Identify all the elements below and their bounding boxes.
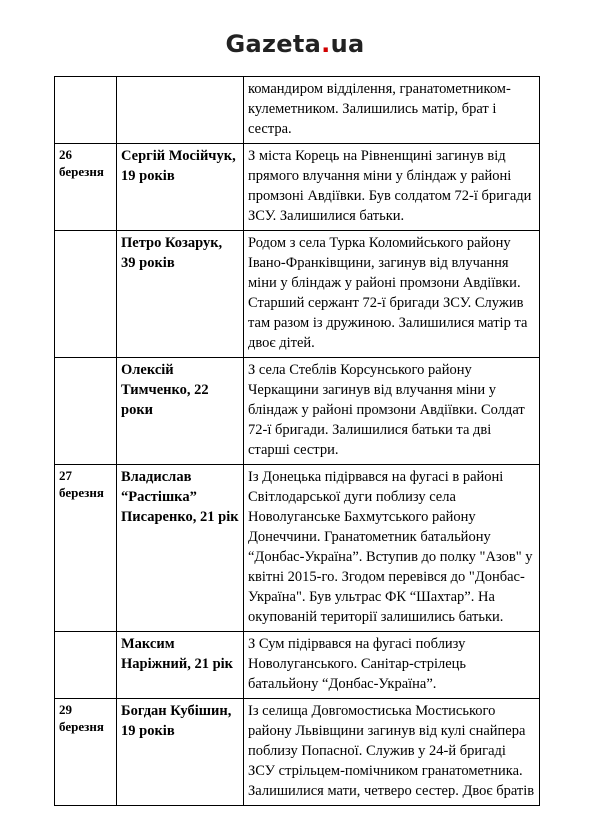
description-text: Із селища Довгомостиська Мостиського району Львівщини загинув від кулі снайпера поблизу Попасної. Служив у 24-й бригаді ЗСУ стрільцем-помічником гранатометника. Залишилися мати, четверо сестер. Двоє братів	[248, 703, 535, 799]
date-cell	[55, 231, 117, 358]
date-cell	[55, 358, 117, 465]
description-cell	[244, 144, 540, 231]
table-row	[55, 632, 540, 699]
victims-table	[54, 76, 540, 806]
logo-dot: .	[321, 30, 331, 58]
description-cell	[244, 77, 540, 144]
description-cell	[244, 358, 540, 465]
date-cell: 26 березня	[55, 144, 117, 231]
name-cell: Максим Наріжний, 21 рік	[117, 632, 244, 699]
site-logo[interactable]	[0, 30, 590, 58]
table-row	[55, 358, 540, 465]
name-cell: Богдан Кубішин, 19 років	[117, 699, 244, 806]
table-row	[55, 231, 540, 358]
name-cell: Олексій Тимченко, 22 роки	[117, 358, 244, 465]
description-cell	[244, 231, 540, 358]
logo-name: Gazeta	[225, 30, 322, 58]
description-cell	[244, 699, 540, 806]
description-text: З села Стеблів Корсунського району Черкащини загинув від влучання міни у бліндаж у районі промзони Авдіївки. Солдат 72-ї бригади. Залишилися батьки та дві старші сестри.	[248, 362, 525, 458]
logo-tld: ua	[330, 30, 365, 58]
date-cell: 29 березня	[55, 699, 117, 806]
date-cell	[55, 77, 117, 144]
description-cell	[244, 465, 540, 632]
date-cell: 27 березня	[55, 465, 117, 632]
table-row	[55, 699, 540, 806]
table-row	[55, 77, 540, 144]
table-row	[55, 144, 540, 231]
description-cell	[244, 632, 540, 699]
description-text: З Сум підірвався на фугасі поблизу Новолуганського. Санітар-стрілець батальйону “Донбас-Україна”.	[248, 636, 467, 692]
table-row	[55, 465, 540, 632]
name-cell	[117, 77, 244, 144]
description-text: Родом з села Турка Коломийського району Івано-Франківщини, загинув від влучання міни у бліндаж у районі промзони Авдіївки. Старший сержант 72-ї бригади ЗСУ. Служив там разом із дружиною. Залишилися матір та двоє дітей.	[248, 235, 528, 351]
date-cell	[55, 632, 117, 699]
name-cell: Сергій Мосійчук, 19 років	[117, 144, 244, 231]
name-cell: Петро Козарук, 39 років	[117, 231, 244, 358]
description-text: З міста Корець на Рівненщині загинув від прямого влучання міни у бліндаж у районі промзоні Авдіївки. Був солдатом 72-ї бригади ЗСУ. Залишилися батьки.	[248, 148, 532, 224]
description-text: Із Донецька підірвався на фугасі в районі Світлодарської дуги поблизу села Новолуганське Бахмутського району Донеччини. Гранатометник батальйону “Донбас-Україна”. Вступив до полку "Азов" у квітні 2015-го. Згодом перевівся до "Донбас-Україна". Був ультрас ФК “Шахтар”. На окупованій території залишились батьки.	[248, 469, 533, 625]
name-cell: Владислав “Растішка” Писаренко, 21 рік	[117, 465, 244, 632]
description-text: командиром відділення, гранатометником-кулеметником. Залишились матір, брат і сестра.	[248, 81, 511, 137]
